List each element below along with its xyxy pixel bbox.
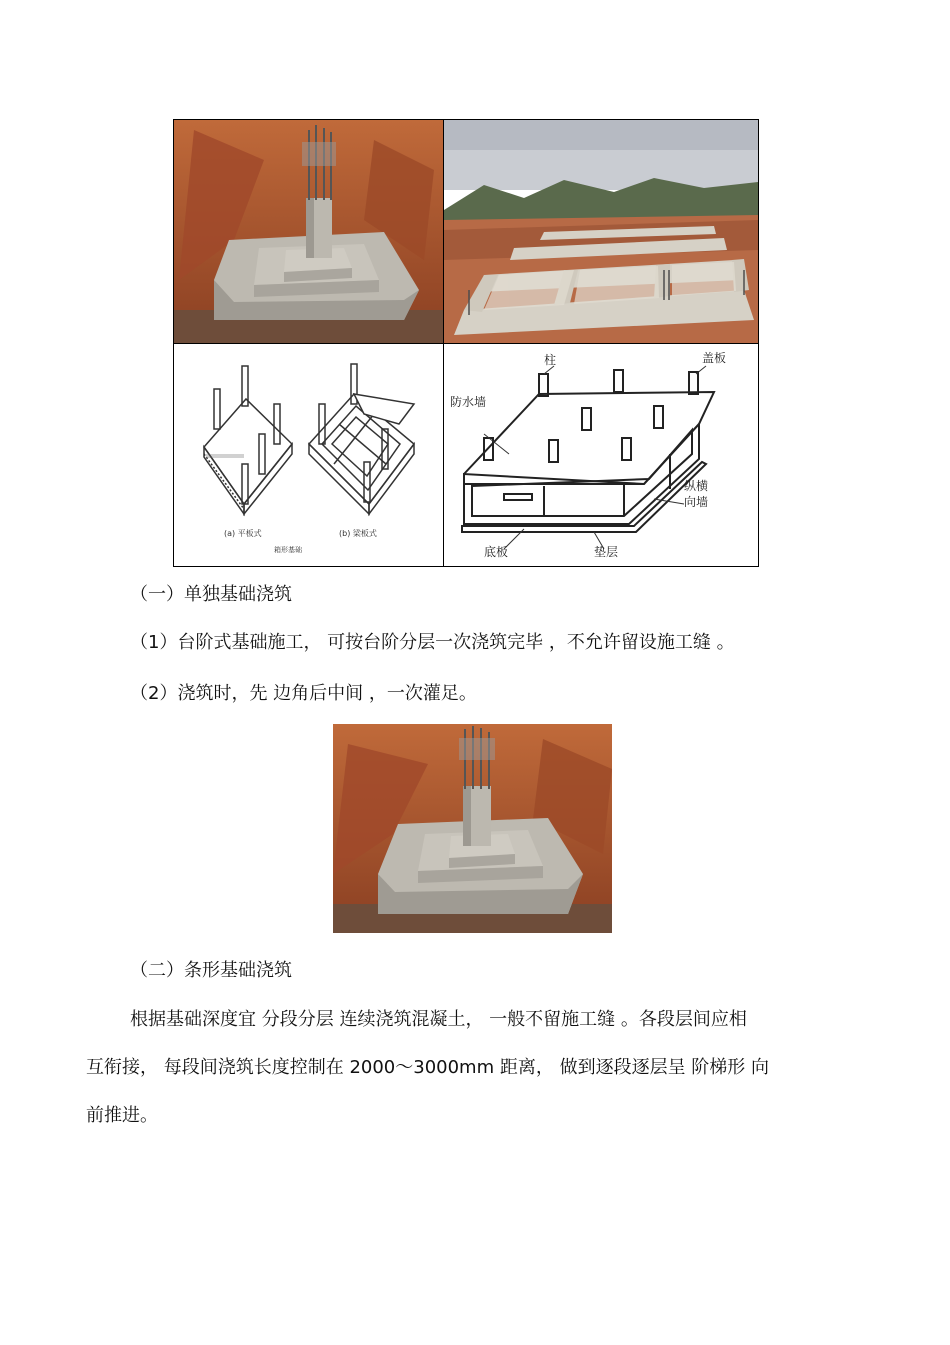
section1-item1: （1）台阶式基础施工， 可按台阶分层一次浇筑完毕 ，不允许留设施工缝 。 [130,632,735,653]
label-waterproof-wall: 防水墙 [450,395,487,409]
label-bottom-plate: 底板 [484,545,509,559]
label-longitudinal-wall-2: 向墙 [684,495,709,509]
sketch-label-a: (a) 平板式 [224,529,262,538]
label-longitudinal-wall-1: 纵横 [684,479,709,493]
sketch-label-b: (b) 梁板式 [339,529,377,538]
section1-heading: （一）单独基础浇筑 [130,584,292,605]
foundation-figure-grid [173,119,759,567]
construction-site-illustration [444,120,758,344]
section2-para-line3: 前推进。 [86,1105,158,1126]
sketch-caption: 箱形基础 [274,546,302,554]
raft-foundation-illustration [174,344,444,566]
section2-heading: （二）条形基础浇筑 [130,960,292,981]
stepped-footing-illustration [174,120,444,344]
box-foundation-illustration [444,344,758,566]
stepped-footing-photo [174,120,444,344]
section2-para-line1: 根据基础深度宜 分段分层 连续浇筑混凝土， 一般不留施工缝 。各段层间应相 [130,1009,747,1030]
single-footing-photo [333,724,612,933]
box-foundation-diagram [444,344,758,566]
label-cushion: 垫层 [594,545,619,559]
label-cover-plate: 盖板 [702,351,727,365]
construction-site-photo [444,120,758,344]
raft-foundation-sketch [174,344,444,566]
single-footing-illustration [333,724,612,933]
section1-item2: （2）浇筑时，先 边角后中间 ，一次灌足。 [130,683,477,704]
section2-para-line2: 互衔接， 每段间浇筑长度控制在 2000～3000mm 距离， 做到逐段逐层呈 阶梯形 向 [86,1057,770,1078]
label-column: 柱 [544,353,557,367]
